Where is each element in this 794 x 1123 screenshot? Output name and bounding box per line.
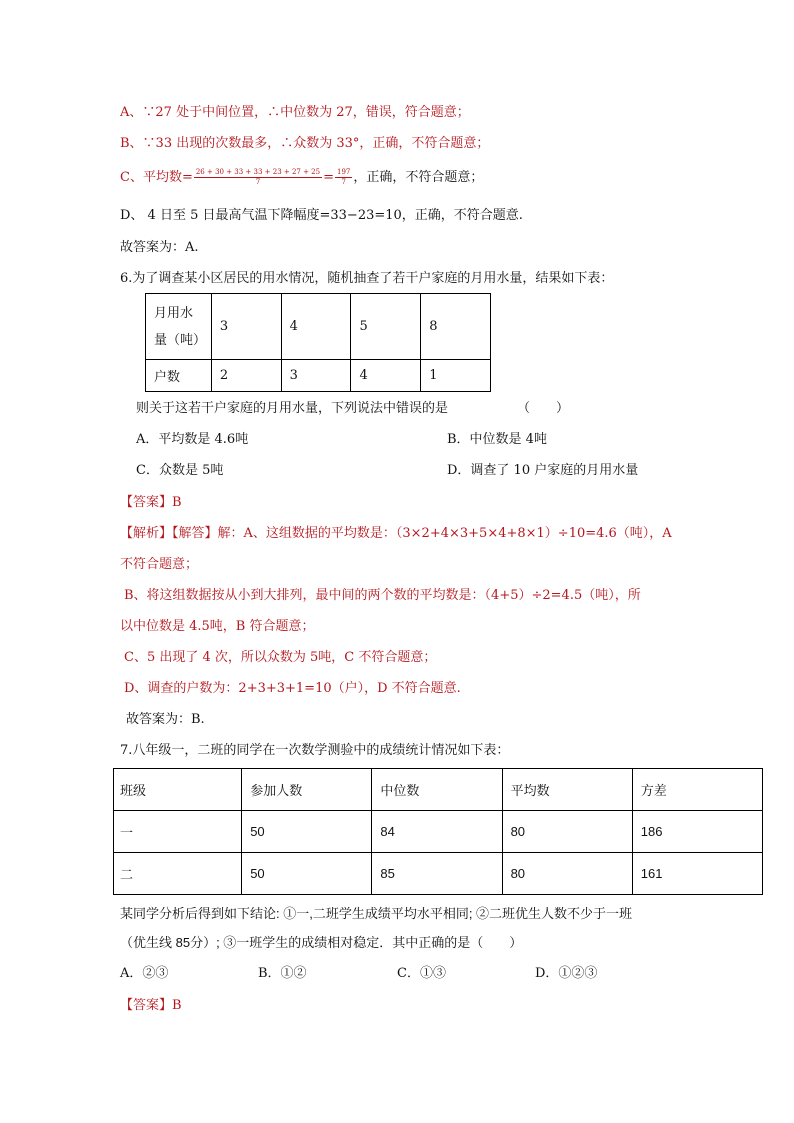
q7-conclusion-line1: 某同学分析后得到如下结论: ①一,二班学生成绩平均水平相同; ②二班优生人数不少于一班 <box>120 906 633 921</box>
q5-fraction-result <box>335 168 352 187</box>
table-cell: 85 <box>372 853 502 895</box>
q5-analysis-c-prefix: C、平均数= <box>120 170 193 185</box>
q7-score-table <box>113 768 763 895</box>
q7-stem: 7.八年级一，二班的同学在一次数学测验中的成绩统计情况如下表： <box>120 743 510 758</box>
table-cell: 二 <box>114 853 242 895</box>
q6-header-line1: 月用水 <box>154 305 194 321</box>
table-header-cell: 方差 <box>632 769 762 811</box>
q6-water-table <box>145 293 491 392</box>
q6-option-c: C．众数是 5吨 <box>136 463 224 478</box>
table-header-cell: 平均数 <box>502 769 632 811</box>
table-row <box>114 811 763 853</box>
table-cell: 84 <box>372 811 502 853</box>
q6-analysis-line2: 不符合题意； <box>120 557 199 572</box>
table-cell: 161 <box>632 853 762 895</box>
q5-fraction-sum-denominator: 7 <box>255 178 261 186</box>
q6-option-b: B．中位数是 4吨 <box>447 432 547 447</box>
q6-stem: 6.为了调查某小区居民的用水情况，随机抽查了若干户家庭的月用水量，结果如下表： <box>120 271 614 286</box>
table-cell: 3 <box>281 360 351 392</box>
table-cell: 5 <box>351 294 421 360</box>
table-cell: 2 <box>211 360 281 392</box>
table-cell: 186 <box>632 811 762 853</box>
table-cell: 户数 <box>146 360 212 392</box>
q5-analysis-b <box>120 134 489 154</box>
q5-fraction-sum <box>194 168 322 187</box>
q6-analysis-line3: B、将这组数据按从小到大排列，最中间的两个数的平均数是：（4+5）÷2=4.5（吨），所 <box>124 588 641 603</box>
q6-analysis-line4: 以中位数是 4.5吨，B 符合题意； <box>120 619 315 634</box>
q5-analysis-b-suffix: ，正确，不符合题意； <box>359 136 490 151</box>
q5-analysis-d: D、 4 日至 5 日最高气温下降幅度=33−23=10，正确，不符合题意. <box>120 208 523 223</box>
q7-option-b: B．①② <box>258 966 307 981</box>
q6-analysis-line1: 【解析】【解答】解：A、这组数据的平均数是：（3×2+4×3+5×4+8×1）÷10=4.6（吨），A <box>120 526 672 541</box>
q7-conclusion-line2: （优生线 85分）; ③一班学生的成绩相对稳定．其中正确的是（ ） <box>120 935 523 950</box>
table-cell: 3 <box>211 294 281 360</box>
q5-equals: = <box>323 170 334 185</box>
table-row <box>114 769 763 811</box>
q7-option-a: A．②③ <box>120 966 169 981</box>
table-row <box>114 853 763 895</box>
q6-answer-bracket: （ ） <box>517 401 570 416</box>
table-cell: 4 <box>351 360 421 392</box>
q6-option-a: A．平均数是 4.6吨 <box>136 432 249 447</box>
q6-question: 则关于这若干户家庭的月用水量，下列说法中错误的是 <box>136 401 449 416</box>
q7-option-d: D．①②③ <box>535 966 598 981</box>
q6-header-line2: 量（吨） <box>154 332 207 348</box>
q5-analysis-c <box>120 168 483 188</box>
table-row <box>146 360 491 392</box>
q5-fraction-result-numerator: 197 <box>337 168 351 176</box>
q6-option-d: D．调查了 10 户家庭的月用水量 <box>447 463 639 478</box>
table-cell: 80 <box>502 811 632 853</box>
q5-fraction-sum-numerator: 26 + 30 + 33 + 33 + 23 + 27 + 25 <box>195 168 321 176</box>
q6-analysis-line5: C、5 出现了 4 次，所以众数为 5吨，C 不符合题意； <box>124 650 437 665</box>
table-cell: 一 <box>114 811 242 853</box>
q6-analysis-line6: D、调查的户数为：2+3+3+1=10（户），D 不符合题意. <box>124 681 461 696</box>
table-cell: 1 <box>421 360 491 392</box>
table-cell: 4 <box>281 294 351 360</box>
q6-answer: 【答案】B <box>120 495 182 510</box>
table-cell: 50 <box>242 811 372 853</box>
q7-answer: 【答案】B <box>120 998 182 1013</box>
q5-fraction-result-denominator: 7 <box>341 178 346 186</box>
table-header-cell: 参加人数 <box>242 769 372 811</box>
q5-analysis-b-prefix: B、∵33 出现的次数最多，∴众数为 33° <box>120 136 360 151</box>
table-cell: 80 <box>502 853 632 895</box>
q7-option-c: C．①③ <box>397 966 446 981</box>
table-header-cell: 中位数 <box>372 769 502 811</box>
q5-analysis-c-suffix: ，正确，不符合题意； <box>353 170 484 185</box>
q6-header-cell <box>146 294 212 360</box>
q6-analysis-line7: 故答案为：B. <box>126 712 205 727</box>
table-header-cell: 班级 <box>114 769 242 811</box>
q5-answer: 故答案为：A. <box>120 240 199 255</box>
table-cell: 8 <box>421 294 491 360</box>
table-cell: 50 <box>242 853 372 895</box>
q5-analysis-a: A、∵27 处于中间位置，∴中位数为 27，错误，符合题意； <box>120 105 470 120</box>
table-row <box>146 294 491 360</box>
